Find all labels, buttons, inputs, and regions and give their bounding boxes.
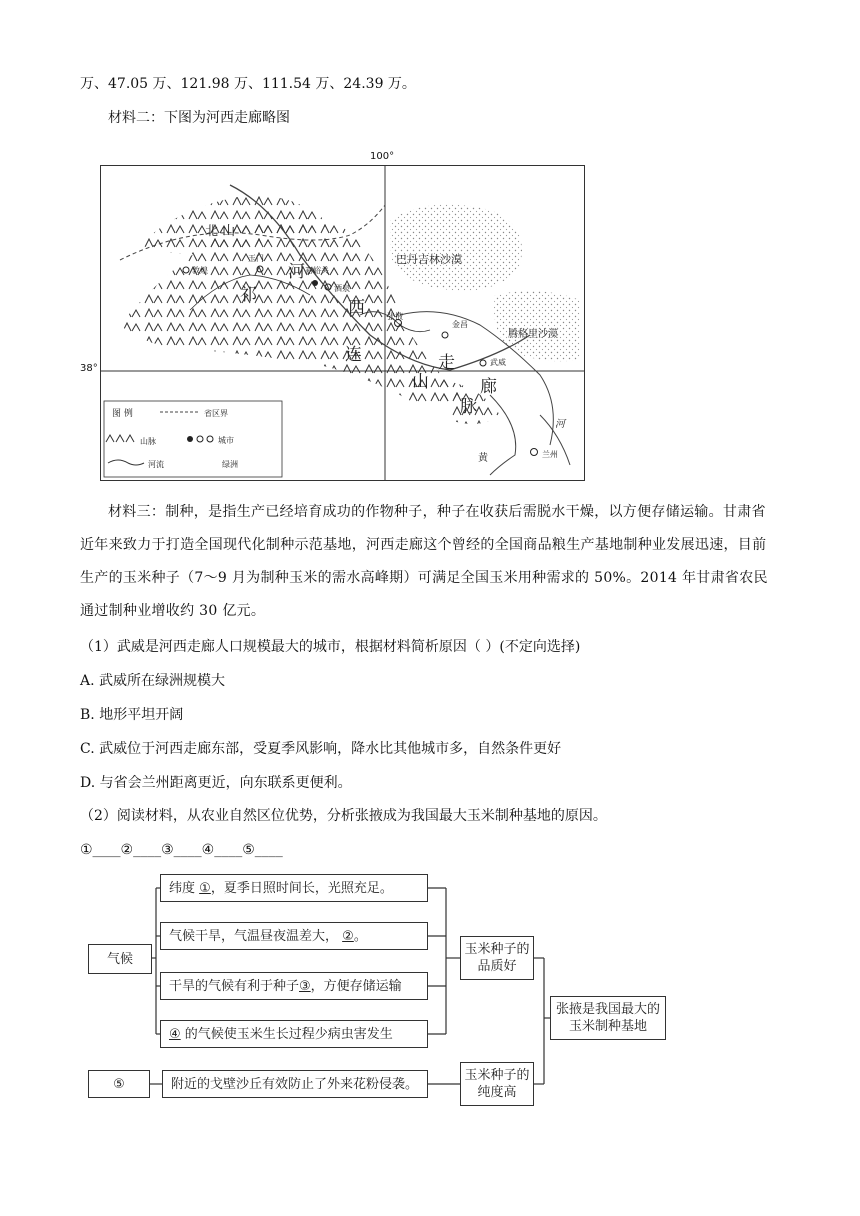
answer-blanks: ①____②____③____④____⑤____ [80, 842, 283, 858]
svg-text:河流: 河流 [148, 460, 164, 469]
label-beishan: 北 山 [205, 224, 236, 239]
label-river-he: 河 [555, 419, 565, 430]
seed-purity-box: 玉米种子的纯度高 [460, 1062, 534, 1106]
label-tengger: 腾格里沙漠 [508, 329, 558, 340]
gobi-dunes-box: 附近的戈壁沙丘有效防止了外来花粉侵袭。 [162, 1070, 428, 1098]
label-mai: 脉 [460, 397, 477, 417]
top-line: 万、47.05 万、121.98 万、111.54 万、24.39 万。 [80, 76, 416, 92]
question-1: （1）武威是河西走廊人口规模最大的城市，根据材料简析原因（ ）(不定向选择) [80, 639, 581, 655]
option-d: D. 与省会兰州距离更近，向东联系更便利。 [80, 775, 352, 791]
label-xi: 西 [348, 298, 365, 318]
label-lian: 连 [345, 345, 362, 365]
climate-box: 气候 [88, 944, 152, 974]
latitude-label: 38° [80, 363, 98, 374]
factor-pest-box: ④ 的气候使玉米生长过程少病虫害发生 [160, 1020, 428, 1048]
svg-text:兰州: 兰州 [542, 450, 558, 459]
svg-text:山脉: 山脉 [140, 437, 156, 446]
longitude-label: 100° [370, 151, 395, 162]
badain-jaran-desert [390, 204, 522, 290]
question-2: （2）阅读材料，从农业自然区位优势，分析张掖成为我国最大玉米制种基地的原因。 [80, 808, 607, 824]
svg-text:玉门: 玉门 [248, 254, 264, 263]
seed-quality-box: 玉米种子的品质好 [460, 936, 534, 980]
label-he: 河 [288, 262, 305, 282]
svg-text:敦煌: 敦煌 [192, 266, 208, 275]
zhangye-reason-diagram [80, 866, 680, 1116]
label-qi: 祁 [240, 285, 257, 305]
svg-text:省区界: 省区界 [204, 409, 228, 418]
svg-text:绿洲: 绿洲 [222, 460, 238, 469]
blank5-box: ⑤ [88, 1070, 150, 1098]
map-svg [100, 165, 585, 481]
material2-title: 材料二：下图为河西走廊略图 [108, 110, 290, 126]
svg-text:图 例: 图 例 [112, 409, 133, 419]
label-huang: 黄 [478, 453, 488, 464]
label-shan: 山 [412, 372, 429, 392]
hexi-corridor-map [80, 151, 585, 481]
svg-text:张掖: 张掖 [387, 312, 403, 321]
svg-text:嘉峪关: 嘉峪关 [305, 266, 329, 275]
label-badain-jaran: 巴丹吉林沙漠 [396, 253, 462, 266]
svg-text:金昌: 金昌 [452, 320, 468, 329]
svg-text:城市: 城市 [218, 436, 234, 445]
material3-paragraph: 材料三：制种，是指生产已经培育成功的作物种子，种子在收获后需脱水干燥，以方便存储运输。甘肃省近年来致力于打造全国现代化制种示范基地，河西走廊这个曾经的全国商品粮生产基地制种业发展迅速，目前生产的玉米种子（7～9 月为制种玉米的需水高峰期）可满足全国玉米用种需求的 50%。2014 年甘肃省农民通过制种业增收约 30 亿元。 [80, 504, 768, 619]
option-c: C. 武威位于河西走廊东部，受夏季风影响，降水比其他城市多，自然条件更好 [80, 741, 562, 757]
option-a: A. 武威所在绿洲规模大 [80, 673, 226, 689]
map-legend [104, 401, 282, 477]
factor-temperature-box: 气候干旱，气温昼夜温差大， ② 。 [160, 922, 428, 950]
svg-text:武威: 武威 [490, 358, 506, 367]
svg-text:酒泉: 酒泉 [334, 284, 350, 293]
factor-latitude-box: 纬度 ① ，夏季日照时间长，光照充足。 [160, 874, 428, 902]
factor-drying-box: 干旱的气候有利于种子 ③ ，方便存储运输 [160, 972, 428, 1000]
label-lang: 廊 [480, 377, 497, 397]
result-box: 张掖是我国最大的玉米制种基地 [550, 996, 666, 1040]
option-b: B. 地形平坦开阔 [80, 707, 184, 723]
label-zou: 走 [438, 353, 455, 373]
